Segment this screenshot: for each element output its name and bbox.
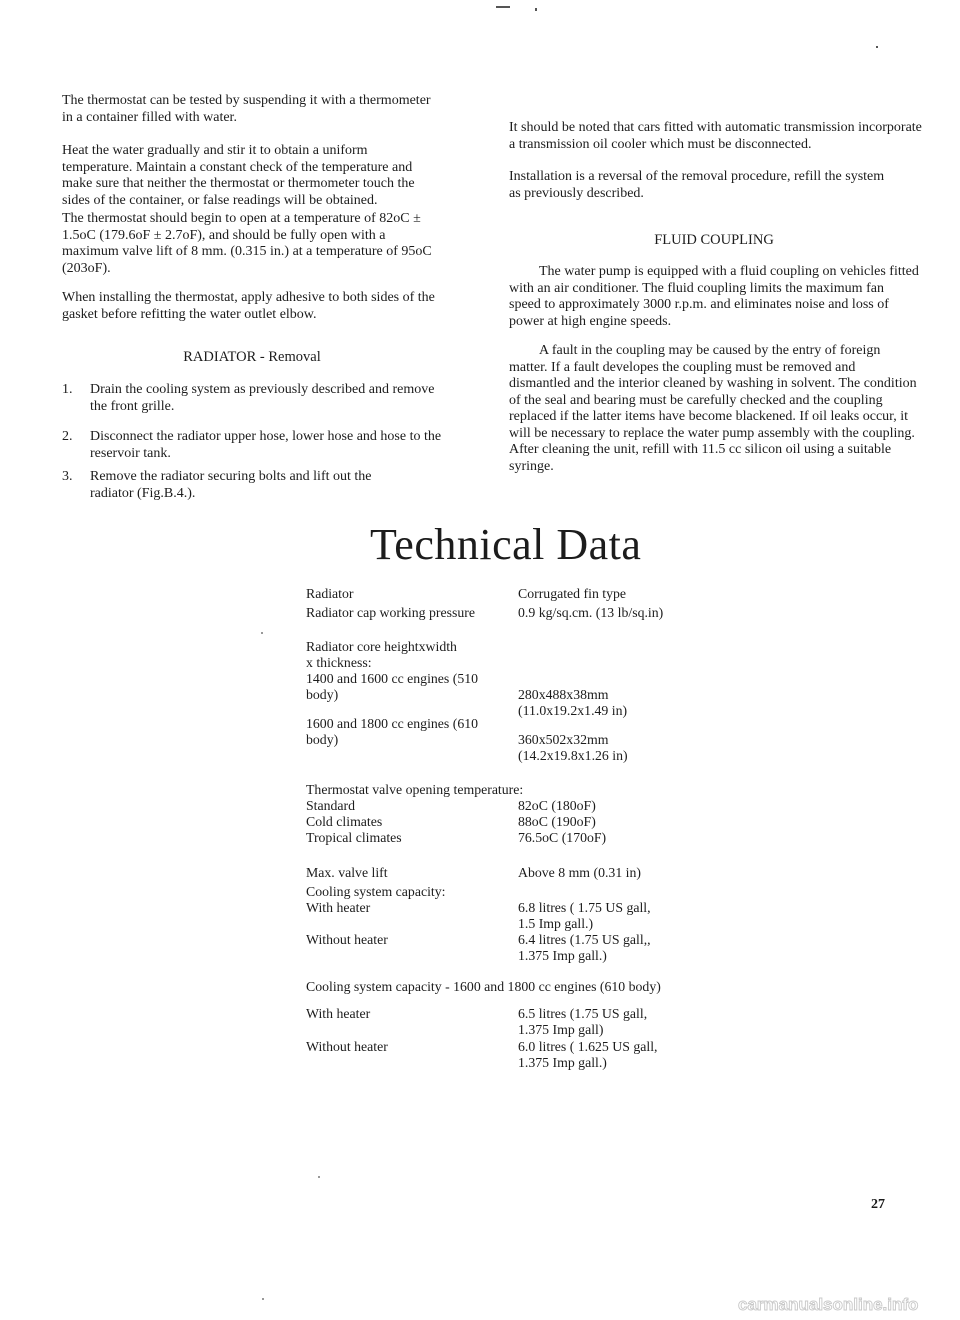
thermostat-opening-heading: Thermostat valve opening temperature: [306,782,524,797]
step-number: 1. [62,382,73,397]
thermostat-climate-labels: Standard Cold climates Tropical climates [306,798,402,845]
step-text: Disconnect the radiator upper hose, lower hose and hose to the reservoir tank. [90,429,442,461]
cooling-capacity-610-heading: Cooling system capacity - 1600 and 1800 cc engines (610 body) [306,979,661,994]
coupling-fault-paragraph: A fault in the coupling may be caused by the entry of foreign matter. If a fault developes the coupling must be removed and dismantled and the interior cleaned by washing in solvent. The condition of the seal and bearing must be carefully checked and the coupling replaced if the latter items have become blackened. If oil leaks occur, it will be necessary to replace the water pump assembly with the coupling. After cleaning the unit, refill with 11.5 cc silicon oil using a suitable syringe. [509,343,917,474]
capacity-610-without-heater-label: Without heater [306,1039,388,1054]
capacity-610-with-heater-label: With heater [306,1006,371,1021]
cooling-capacity-label: Cooling system capacity: With heater [306,884,446,915]
capacity-without-heater-value: 6.4 litres (1.75 US gall,, 1.375 Imp gall.) [518,932,651,963]
installation-paragraph: Installation is a reversal of the removal procedure, refill the system as previously described. [509,169,885,201]
capacity-without-heater-label: Without heater [306,932,388,947]
step-text: Remove the radiator securing bolts and lift out the radiator (Fig.B.4.). [90,469,372,501]
scan-mark [876,46,878,48]
scan-mark [262,1298,264,1300]
technical-data-title: Technical Data [370,520,642,569]
watermark-logo [738,1293,948,1315]
heat-water-paragraph: Heat the water gradually and stir it to obtain a uniform temperature. Maintain a constant check of the temperature and make sure that neither the thermostat or thermometer touch the sides of the container, or false readings will be obtained. [62,143,415,208]
capacity-with-heater-value: 6.8 litres ( 1.75 US gall, 1.5 Imp gall.) [518,900,651,931]
svg-text:carmanualsonline.info: carmanualsonline.info [738,1295,919,1314]
step-number: 3. [62,469,73,484]
thermostat-test-paragraph: The thermostat can be tested by suspending it with a thermometer in a container filled with water. [62,93,431,125]
step-text: Drain the cooling system as previously described and remove the front grille. [90,382,435,414]
thermostat-open-paragraph: The thermostat should begin to open at a temperature of 82oC ± 1.5oC (179.6oF ± 2.7oF), and should be fully open with a maximum valve lift of 8 mm. (0.315 in.) at a temperature of 95oC (203oF). [62,211,432,276]
scan-mark [496,6,510,8]
scan-mark [261,632,263,634]
core-610-label: 1600 and 1800 cc engines (610 body) [306,716,479,747]
max-valve-lift-value: Above 8 mm (0.31 in) [518,865,642,880]
cap-pressure-value: 0.9 kg/sq.cm. (13 lb/sq.in) [518,605,664,620]
fluid-coupling-paragraph: The water pump is equipped with a fluid coupling on vehicles fitted with an air conditioner. The fluid coupling limits the maximum fan speed to approximately 3000 r.p.m. and eliminates noise and loss of power at high engine speeds. [509,264,919,329]
fluid-coupling-heading: FLUID COUPLING [654,232,774,248]
cap-pressure-label: Radiator cap working pressure [306,605,475,620]
automatic-transmission-paragraph: It should be noted that cars fitted with automatic transmission incorporate a transmission oil cooler which must be disconnected. [509,120,922,152]
step-number: 2. [62,429,73,444]
max-valve-lift-label: Max. valve lift [306,865,388,880]
scan-mark [318,1176,320,1178]
capacity-610-without-heater-value: 6.0 litres ( 1.625 US gall, 1.375 Imp gall.) [518,1039,658,1070]
core-610-value: 360x502x32mm (14.2x19.8x1.26 in) [518,732,628,763]
radiator-removal-heading: RADIATOR - Removal [183,349,321,365]
radiator-label: Radiator [306,586,354,601]
page-number: 27 [871,1197,885,1212]
watermark [738,1293,948,1315]
scan-mark [535,8,537,11]
radiator-value: Corrugated fin type [518,586,627,601]
capacity-610-with-heater-value: 6.5 litres (1.75 US gall, 1.375 Imp gall) [518,1006,648,1037]
core-510-value: 280x488x38mm (11.0x19.2x1.49 in) [518,687,628,718]
installing-thermostat-paragraph: When installing the thermostat, apply adhesive to both sides of the gasket before refitting the water outlet elbow. [62,290,435,322]
thermostat-climate-values: 82oC (180oF) 88oC (190oF) 76.5oC (170oF) [518,798,607,845]
radiator-core-label: Radiator core heightxwidth x thickness: 1400 and 1600 cc engines (510 body) [306,639,479,702]
